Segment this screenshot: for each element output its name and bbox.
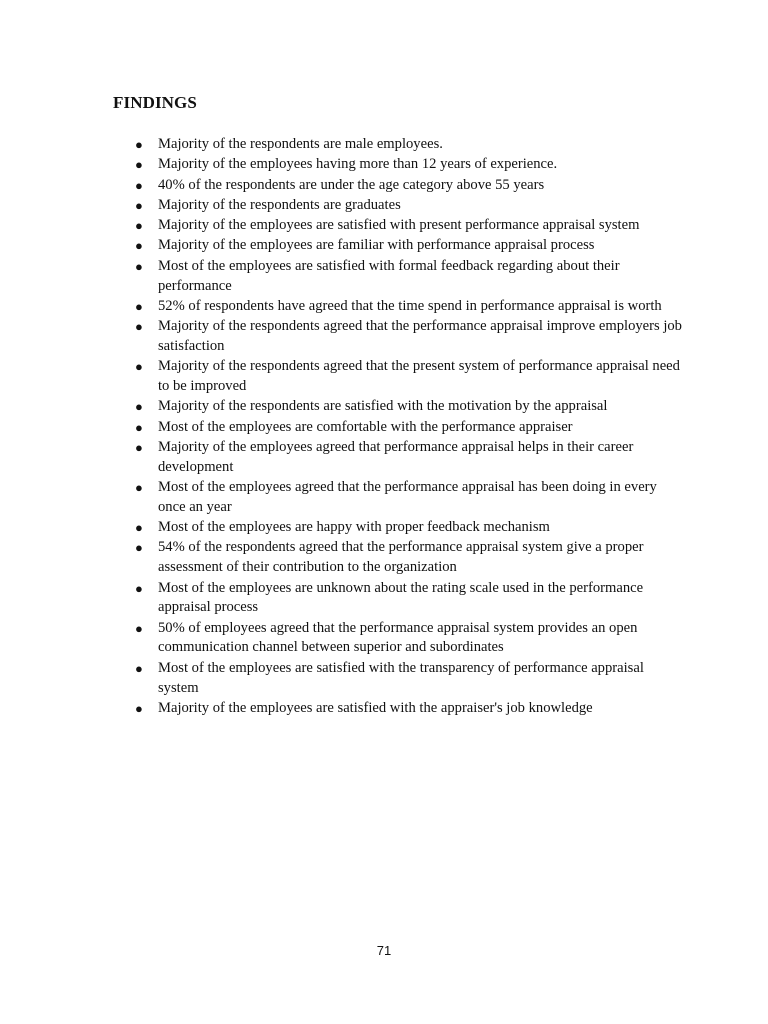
list-item <box>113 155 683 175</box>
list-item <box>113 236 683 256</box>
list-item-text: Most of the employees agreed that the performance appraisal has been doing in every once an year <box>158 479 657 515</box>
list-item <box>113 438 683 478</box>
bullet-icon: ● <box>135 298 143 314</box>
list-item-text: Majority of the employees agreed that performance appraisal helps in their career development <box>158 438 634 475</box>
list-item <box>113 216 683 236</box>
bullet-icon: ● <box>135 480 143 496</box>
findings-list <box>113 135 683 719</box>
bullet-icon: ● <box>135 258 143 274</box>
bullet-icon: ● <box>135 399 143 415</box>
section-heading: FINDINGS <box>113 93 197 112</box>
bullet-icon: ● <box>135 218 143 234</box>
bullet-icon: ● <box>135 660 143 676</box>
list-item <box>113 135 683 155</box>
list-item <box>113 357 683 397</box>
list-item-text: 54% of the respondents agreed that the performance appraisal system give a proper assessment of their contribution to the organization <box>158 539 644 576</box>
list-item-text: 52% of respondents have agreed that the time spend in performance appraisal is worth <box>158 297 662 314</box>
list-item <box>113 397 683 417</box>
bullet-icon: ● <box>135 359 143 375</box>
bullet-icon: ● <box>135 439 143 455</box>
list-item <box>113 579 683 619</box>
list-item-text: Majority of the employees are satisfied with present performance appraisal system <box>158 217 640 234</box>
bullet-icon: ● <box>135 580 143 596</box>
list-item <box>113 619 683 659</box>
list-item-text: Most of the employees are unknown about the rating scale used in the performance appraisal process <box>158 579 644 616</box>
list-item-text: Majority of the employees are familiar with performance appraisal process <box>158 237 595 254</box>
list-item <box>113 518 683 538</box>
page-number: 71 <box>376 943 392 958</box>
bullet-icon: ● <box>135 319 143 335</box>
list-item <box>113 699 683 719</box>
bullet-icon: ● <box>135 540 143 556</box>
list-item-text: Most of the employees are happy with proper feedback mechanism <box>158 519 550 536</box>
list-item-text: Majority of the respondents are graduates <box>158 196 401 213</box>
list-item-text: Majority of the respondents are satisfied with the motivation by the appraisal <box>158 398 608 415</box>
bullet-icon: ● <box>135 620 143 636</box>
bullet-icon: ● <box>135 137 143 152</box>
list-item-text: Most of the employees are satisfied with formal feedback regarding about their performance <box>158 257 620 294</box>
list-item-text: 40% of the respondents are under the age category above 55 years <box>158 176 545 193</box>
bullet-icon: ● <box>135 700 143 716</box>
list-item-text: Majority of the respondents are male employees. <box>158 136 443 152</box>
list-item <box>113 659 683 699</box>
list-item-text: Most of the employees are comfortable with the performance appraiser <box>158 418 573 435</box>
bullet-icon: ● <box>135 419 143 435</box>
list-item-text: Majority of the employees are satisfied with the appraiser's job knowledge <box>158 699 593 716</box>
bullet-icon: ● <box>135 520 143 536</box>
bullet-icon: ● <box>135 177 143 193</box>
list-item <box>113 538 683 578</box>
list-item-text: Majority of the respondents agreed that the present system of performance appraisal need to be improved <box>158 358 680 395</box>
list-item-text: Majority of the respondents agreed that the performance appraisal improve employers job satisfaction <box>158 318 682 354</box>
list-item <box>113 297 683 317</box>
list-item-text: 50% of employees agreed that the performance appraisal system provides an open communication channel between superior and subordinates <box>158 619 638 656</box>
list-item-text: Majority of the employees having more than 12 years of experience. <box>158 156 558 173</box>
list-item <box>113 418 683 438</box>
list-item <box>113 257 683 297</box>
bullet-icon: ● <box>135 238 143 254</box>
bullet-icon: ● <box>135 197 143 213</box>
list-item <box>113 478 683 518</box>
list-item-text: Most of the employees are satisfied with the transparency of performance appraisal system <box>158 659 644 696</box>
list-item <box>113 176 683 196</box>
list-item <box>113 317 683 357</box>
bullet-icon: ● <box>135 157 143 173</box>
list-item <box>113 196 683 216</box>
